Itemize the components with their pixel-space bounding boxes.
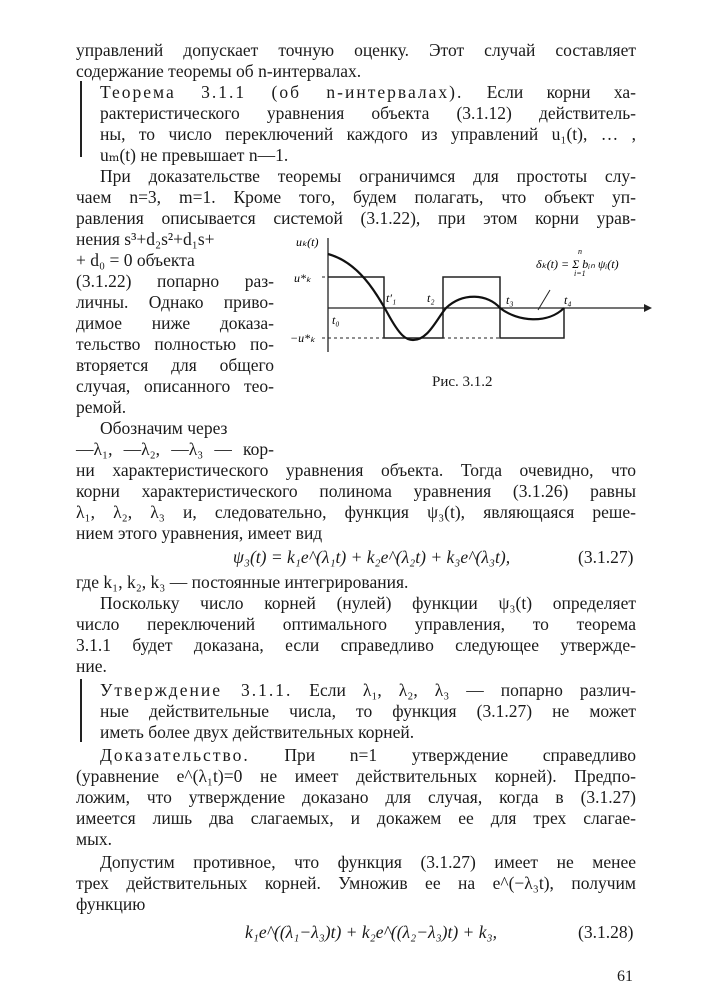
- text-line: личны. Однако приво-: [76, 292, 274, 312]
- text-line: + d₀ = 0 объекта: [76, 250, 195, 270]
- text-line: рактеристического уравнения объекта (3.1.12) действитель-: [100, 103, 636, 123]
- t2-label: t₂: [427, 291, 435, 305]
- sum-upper-limit: n: [578, 247, 582, 256]
- time-axis-arrow: [644, 304, 652, 312]
- text-line: Допустим противное, что функция (3.1.27) имеет не менее: [100, 852, 636, 872]
- level-pos-label: u*ₖ: [294, 271, 312, 285]
- text-line: трех действительных корней. Умножив ее на e^(−λ₃t), получим: [76, 873, 636, 893]
- text-line: тельство полностью по-: [76, 334, 274, 354]
- t1-label: t′₁: [386, 291, 397, 305]
- sum-lower-limit: i=1: [574, 269, 586, 278]
- annotation-leader: [538, 290, 550, 310]
- control-signal-figure: [288, 232, 658, 372]
- text-line: ложим, что утверждение доказано для случая, когда в (3.1.27): [76, 787, 636, 807]
- text-line: (3.1.22) попарно раз-: [76, 271, 274, 291]
- text-line: нием этого уравнения, имеет вид: [76, 523, 323, 543]
- equation-number: (3.1.27): [578, 547, 634, 567]
- text-line: ные действительные числа, то функция (3.1.27) не может: [100, 701, 636, 721]
- text-line: Поскольку число корней (нулей) функции ψ₃(t) определяет: [100, 593, 636, 613]
- proof-title: Доказательство.: [100, 745, 250, 765]
- text-line: нения s³+d₂s²+d₁s+: [76, 229, 215, 249]
- text-line: λ₁, λ₂, λ₃ и, следовательно, функция ψ₃(t), являющаяся реше-: [76, 502, 636, 522]
- text-line: случая, описанного тео-: [76, 376, 274, 396]
- proof-heading-line: [100, 745, 636, 766]
- text-line: Обозначим через: [100, 418, 228, 438]
- text-line: вторяется для общего: [76, 355, 274, 375]
- text-line: ние.: [76, 656, 107, 676]
- theorem-margin-bar: [80, 81, 82, 157]
- level-neg-label: −u*ₖ: [290, 331, 316, 345]
- text-line: равления описывается системой (3.1.22), при этом корни урав-: [76, 208, 636, 228]
- annotation-label: δₖ(t) = Σ bᵢₙ ψᵢ(t): [536, 257, 619, 271]
- theorem-heading-line: [100, 82, 636, 103]
- equation-number: (3.1.28): [578, 922, 634, 942]
- text-line: содержание теоремы об n-интервалах.: [76, 61, 362, 81]
- text-line: ремой.: [76, 397, 127, 417]
- theorem-text: Если корни ха-: [463, 82, 636, 102]
- statement-title: Утверждение 3.1.1.: [100, 680, 293, 700]
- equation-3-1-28: k₁e^((λ₁−λ₃)t) + k₂e^((λ₂−λ₃)t) + k₃,: [245, 922, 497, 942]
- text-line: 3.1.1 будет доказана, если справедливо следующее утвержде-: [76, 635, 636, 655]
- equation-3-1-27: ψ₃(t) = k₁e^(λ₁t) + k₂e^(λ₂t) + k₃e^(λ₃t),: [233, 547, 511, 567]
- text-line: —λ₁, —λ₂, —λ₃ — кор-: [76, 439, 274, 459]
- text-line: чаем n=3, m=1. Кроме того, будем полагать, что объект уп-: [76, 187, 636, 207]
- y-axis-label: uₖ(t): [296, 235, 319, 249]
- text-line: управлений допускает точную оценку. Этот случай составляет: [76, 40, 636, 60]
- statement-margin-bar: [80, 679, 82, 742]
- figure-caption: Рис. 3.1.2: [432, 374, 493, 390]
- statement-text: Если λ₁, λ₂, λ₃ — попарно различ-: [292, 680, 636, 700]
- t3-label: t₃: [506, 293, 514, 307]
- text-line: uₘ(t) не превышает n—1.: [100, 145, 289, 165]
- text-line: При доказательстве теоремы ограничимся для простоты слу-: [100, 166, 636, 186]
- text-line: корни характеристического полинома уравнения (3.1.26) равны: [76, 481, 636, 501]
- text-line: число переключений оптимального управления, то теорема: [76, 614, 636, 634]
- text-line: ны, то число переключений каждого из управлений u₁(t), … ,: [100, 124, 636, 144]
- text-line: где k₁, k₂, k₃ — постоянные интегрирования.: [76, 572, 409, 592]
- statement-heading-line: [100, 680, 636, 701]
- text-line: имеется лишь два слагаемых, и докажем ее для трех слагае-: [76, 808, 636, 828]
- t0-label: t₀: [332, 313, 340, 327]
- proof-text: При n=1 утверждение справедливо: [249, 745, 636, 765]
- switching-function-curve: [328, 254, 564, 340]
- text-line: иметь более двух действительных корней.: [100, 722, 415, 742]
- text-line: ни характеристического уравнения объекта. Тогда очевидно, что: [76, 460, 636, 480]
- t4-label: t₄: [564, 293, 572, 307]
- theorem-title: Теорема 3.1.1 (об n-интервалах).: [100, 82, 464, 102]
- text-line: димое ниже доказа-: [76, 313, 274, 333]
- page-number: 61: [617, 968, 633, 985]
- text-line: (уравнение e^(λ₁t)=0 не имеет действительных корней). Предпо-: [76, 766, 636, 786]
- text-line: функцию: [76, 894, 146, 914]
- text-line: мых.: [76, 829, 112, 849]
